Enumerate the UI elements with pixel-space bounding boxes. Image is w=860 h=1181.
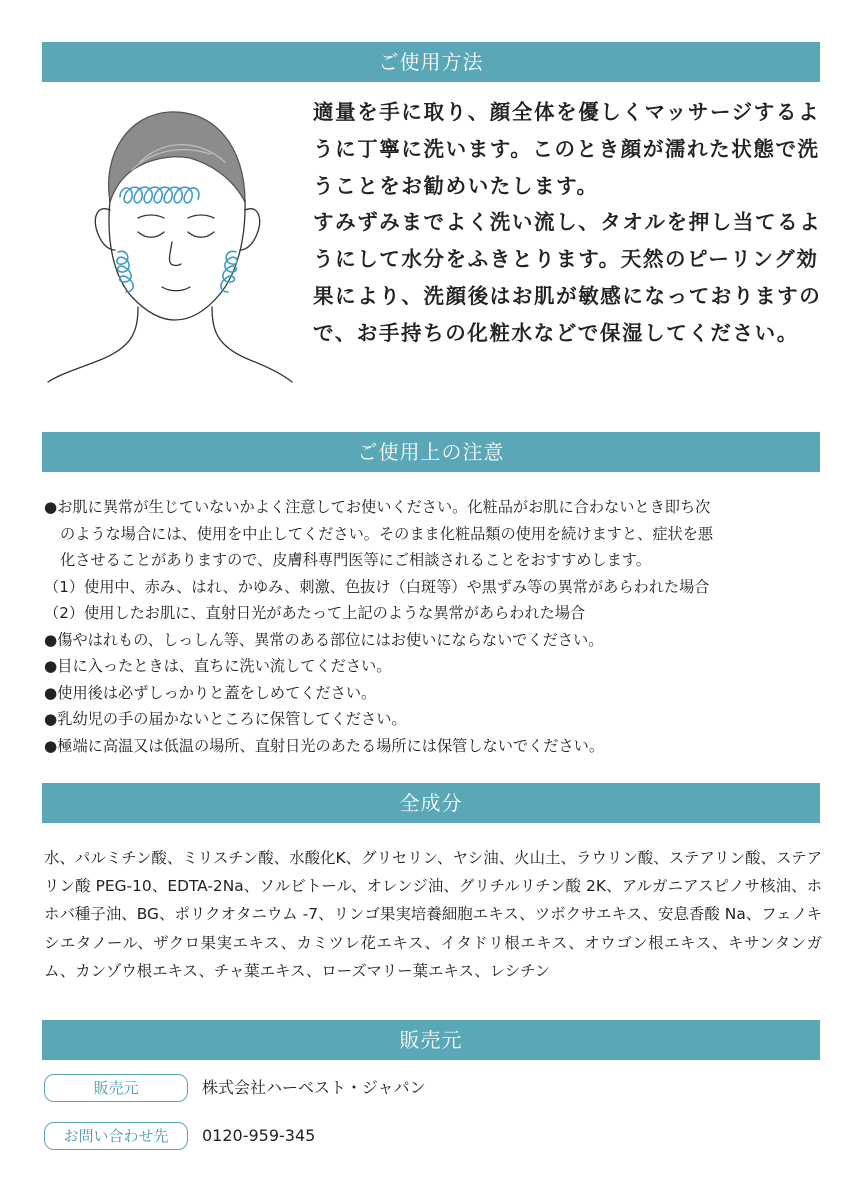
face-washing-illustration-icon <box>40 92 295 392</box>
section-header-usage: ご使用方法 <box>42 42 820 82</box>
caution-line: （1）使用中、赤み、はれ、かゆみ、刺激、色抜け（白斑等）や黒ずみ等の異常があらわれた場合 <box>44 577 710 596</box>
caution-line: ●極端に高温又は低温の場所、直射日光のあたる場所には保管しないでください。 <box>44 736 605 755</box>
caution-list <box>44 494 834 759</box>
caution-line: ●乳幼児の手の届かないところに保管してください。 <box>44 710 407 728</box>
contact-phone-number: 0120-959-345 <box>202 1126 316 1145</box>
section-header-caution: ご使用上の注意 <box>42 432 820 472</box>
seller-label-badge: 販売元 <box>44 1074 188 1102</box>
caution-line: のような場合には、使用を中止してください。そのまま化粧品類の使用を続けますと、症状を悪 <box>60 524 714 543</box>
usage-instructions <box>313 94 823 352</box>
usage-paragraph-1: 適量を手に取り、顔全体を優しくマッサージするように丁寧に洗います。このとき顔が濡れた状態で洗うことをお勧めいたします。 <box>313 100 821 198</box>
seller-company-name: 株式会社ハーベスト・ジャパン <box>202 1078 426 1097</box>
caution-line: ●目に入ったときは、直ちに洗い流してください。 <box>44 657 392 675</box>
section-header-seller: 販売元 <box>42 1020 820 1060</box>
caution-line: （2）使用したお肌に、直射日光があたって上記のような異常があらわれた場合 <box>44 604 586 622</box>
caution-line: ●お肌に異常が生じていないかよく注意してお使いください。化粧品がお肌に合わないとき即ち次 <box>44 498 711 516</box>
usage-paragraph-2: すみずみまでよく洗い流し、タオルを押し当てるようにして水分をふきとります。天然のピーリング効果により、洗顔後はお肌が敏感になっておりますので、お手持ちの化粧水などで保湿してください。 <box>313 210 822 345</box>
contact-label-badge: お問い合わせ先 <box>44 1122 188 1150</box>
caution-line: ●使用後は必ずしっかりと蓋をしめてください。 <box>44 683 377 702</box>
caution-line: ●傷やはれもの、しっしん等、異常のある部位にはお使いにならないでください。 <box>44 630 604 649</box>
ingredients-text: 水、パルミチン酸、ミリスチン酸、水酸化K、グリセリン、ヤシ油、火山土、ラウリン酸、ステアリン酸、ステアリン酸 PEG-10、EDTA-2Na、ソルビトール、オレンジ油、グリチルリチン酸 2K、アルガニアスピノサ核油、ホホバ種子油、BG、ポリクオタニウム -7、リンゴ果実培養細胞エキス、ツボクサエキス、安息香酸 Na、フェノキシエタノール、ザクロ果実エキス、カミツレ花エキス、イタドリ根エキス、オウゴン根エキス、キサンタンガム、カンゾウ根エキス、チャ葉エキス、ローズマリー葉エキス、レシチン <box>44 849 822 980</box>
caution-line: 化させることがありますので、皮膚科専門医等にご相談されることをおすすめします。 <box>60 551 651 569</box>
section-header-ingredients: 全成分 <box>42 783 820 823</box>
